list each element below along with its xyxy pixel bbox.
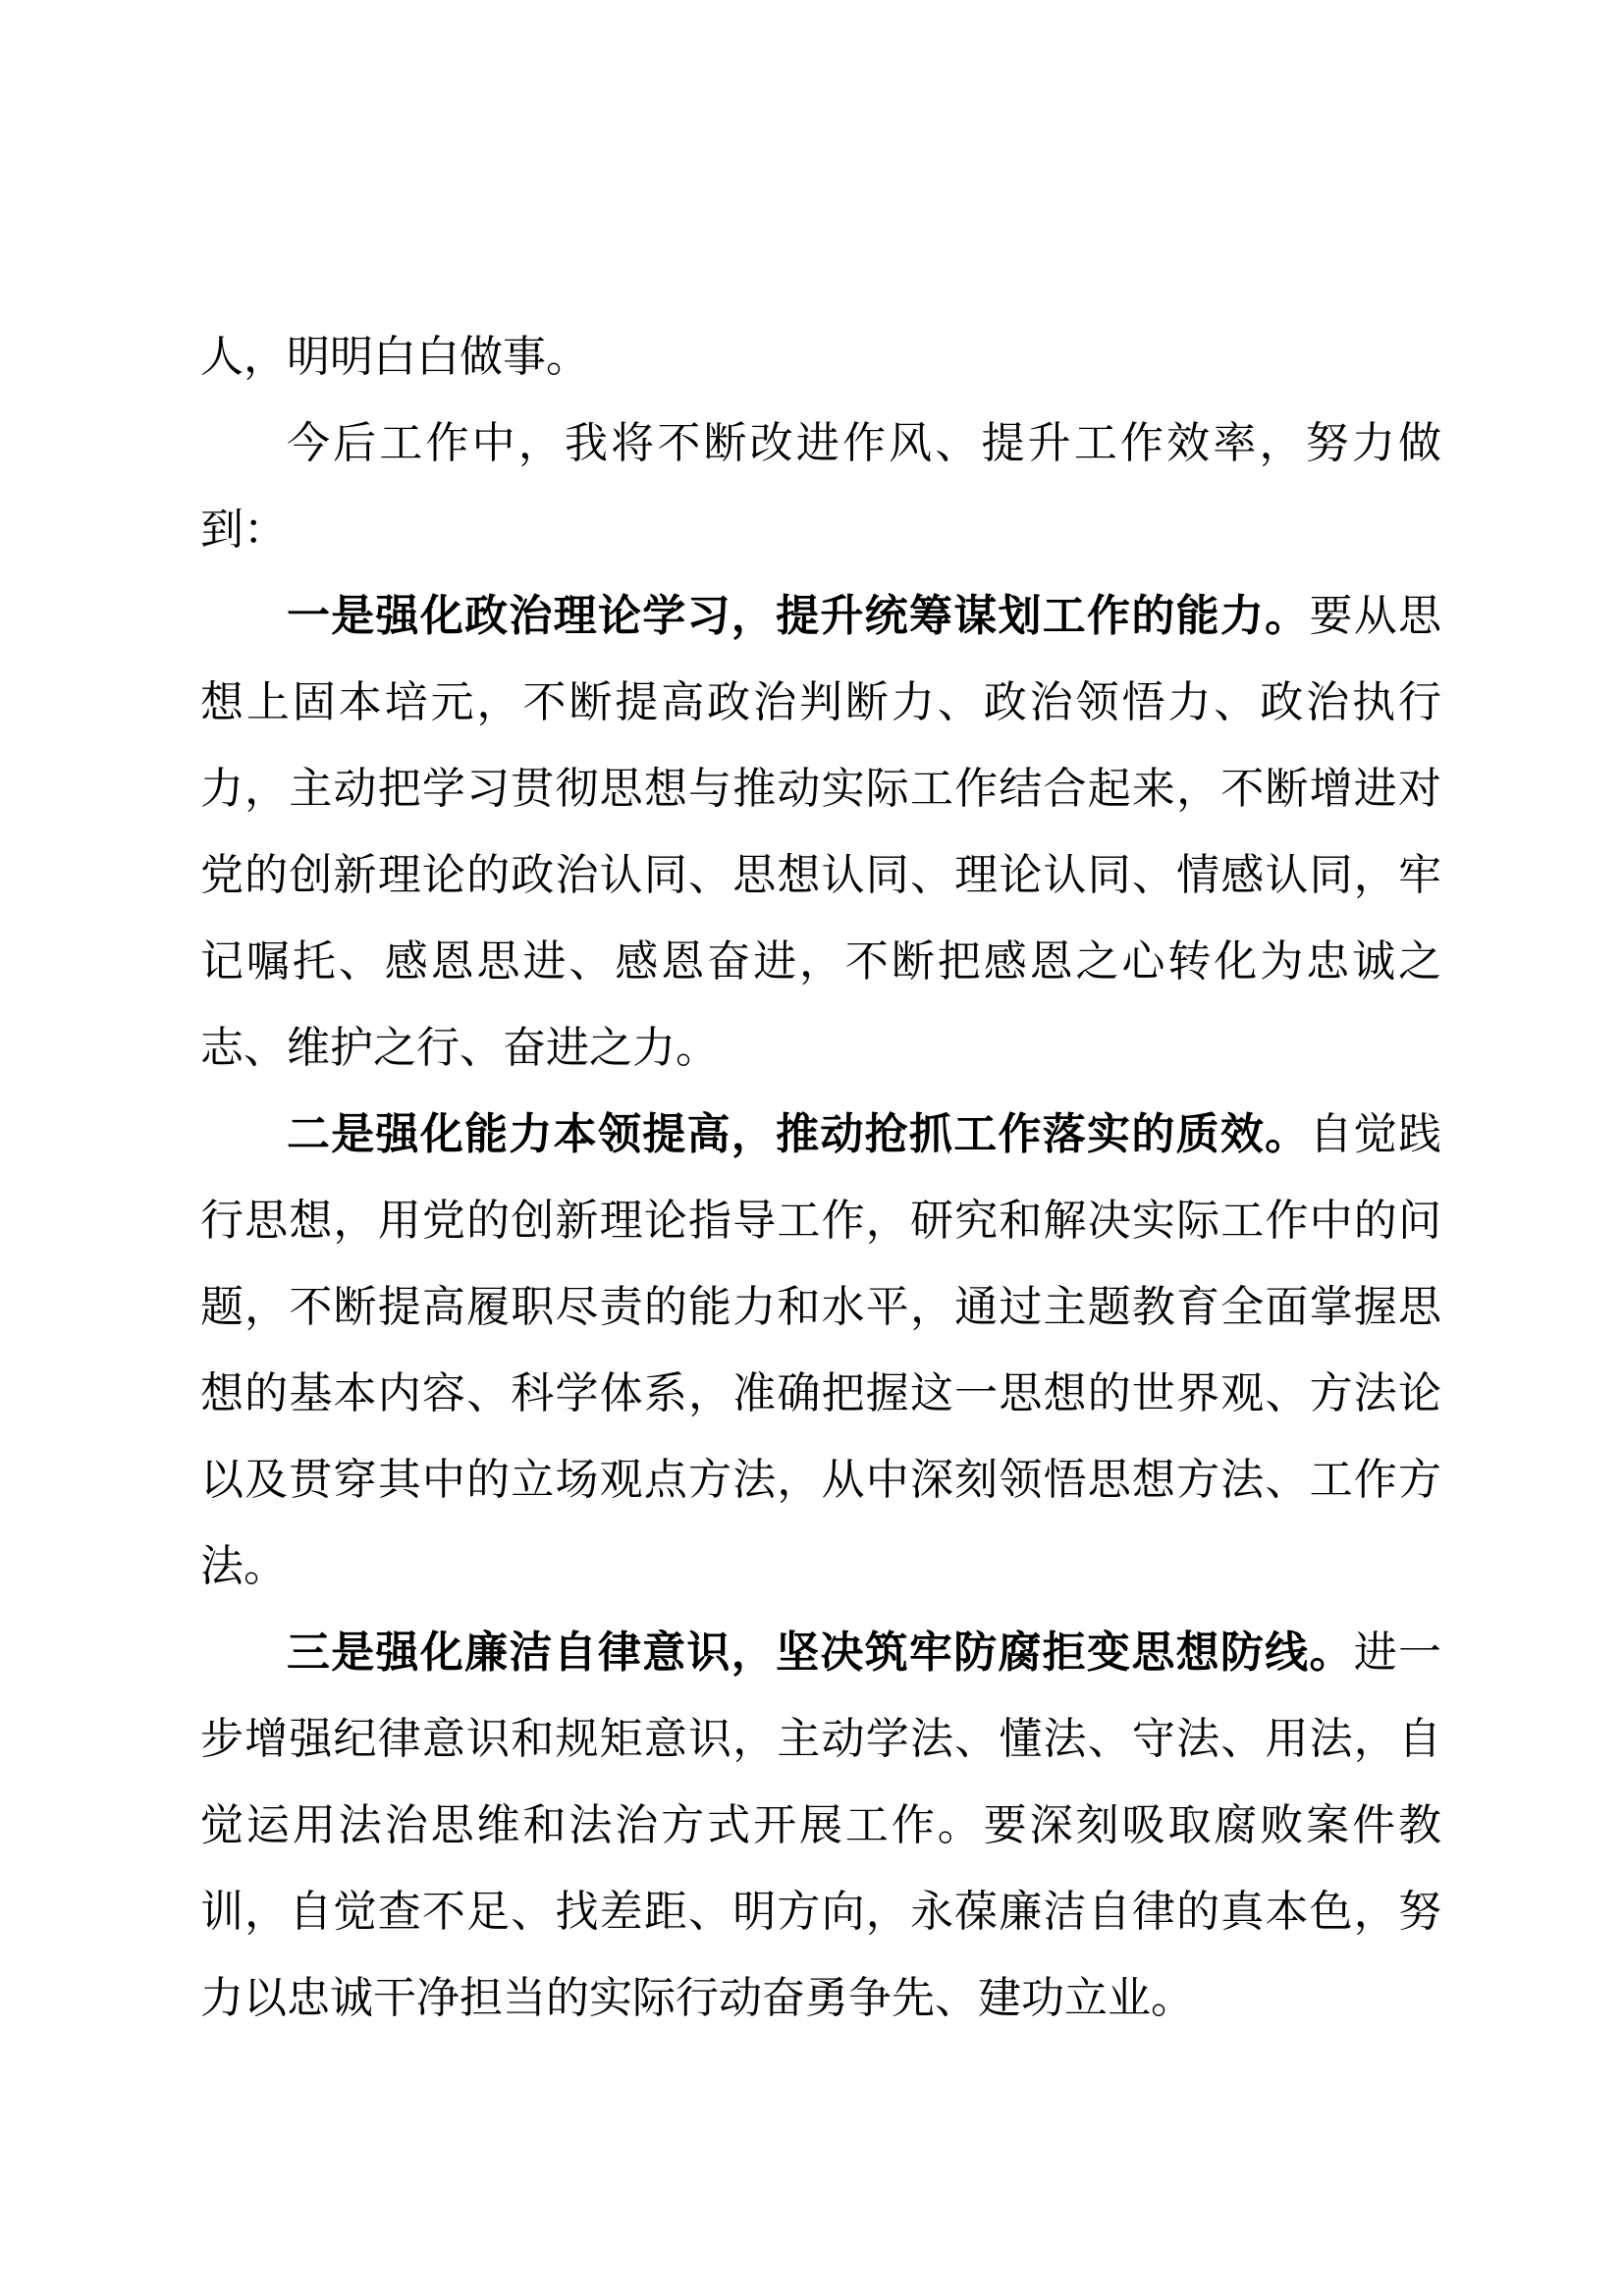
paragraph-point-2 [200,1092,1441,1610]
paragraph-intro: 今后工作中，我将不断改进作风、提升工作效率，努力做到： [200,418,1441,555]
point-2-heading: 二是强化能力本领提高，推动抢抓工作落实的质效。 [287,1109,1310,1159]
point-1-heading: 一是强化政治理论学习，提升统筹谋划工作的能力。 [287,591,1310,641]
point-2-body: 自觉践行思想，用党的创新理论指导工作，研究和解决实际工作中的问题，不断提高履职尽责的能力和水平，通过主题教育全面掌握思想的基本内容、科学体系，准确把握这一思想的世界观、方法论以及贯穿其中的立场观点方法，从中深刻领悟思想方法、工作方法。 [200,1109,1442,1591]
point-3-body: 进一步增强纪律意识和规矩意识，主动学法、懂法、守法、用法，自觉运用法治思维和法治方式开展工作。要深刻吸取腐败案件教训，自觉查不足、找差距、明方向，永葆廉洁自律的真本色，努力以忠诚干净担当的实际行动奋勇争先、建功立业。 [200,1628,1441,2023]
point-3-heading: 三是强化廉洁自律意识，坚决筑牢防腐拒变思想防线。 [287,1628,1354,1678]
paragraph-point-3 [200,1610,1441,2042]
paragraph-point-1 [200,573,1441,1092]
document-page [200,314,1441,2042]
paragraph-continuation: 人，明明白白做事。 [200,332,589,382]
point-1-body: 要从思想上固本培元，不断提高政治判断力、政治领悟力、政治执行力，主动把学习贯彻思想与推动实际工作结合起来，不断增进对党的创新理论的政治认同、思想认同、理论认同、情感认同，牢记嘱托、感恩思进、感恩奋进，不断把感恩之心转化为忠诚之志、维护之行、奋进之力。 [200,591,1442,1073]
